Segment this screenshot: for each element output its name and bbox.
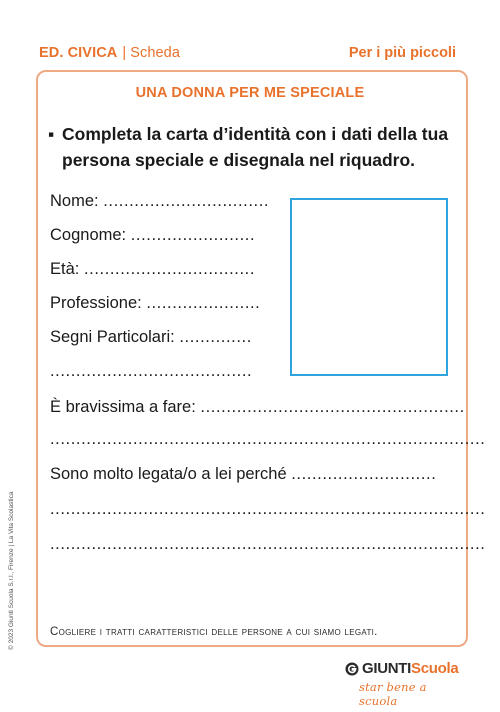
instruction: [48, 121, 462, 173]
bullet-icon: ▪: [48, 124, 55, 144]
logo-brand-b: Scuola: [411, 660, 459, 677]
field-label: Professione:: [50, 294, 142, 312]
field-legata[interactable]: [50, 465, 436, 484]
audience-label: Per i più piccoli: [348, 45, 456, 61]
field-legata-continued-1[interactable]: [50, 500, 485, 519]
field-bravissima-continued[interactable]: [50, 430, 485, 449]
field-label: Nome:: [50, 192, 99, 210]
field-dots: .......................................: [50, 362, 253, 380]
field-segni-particolari-continued[interactable]: [50, 362, 252, 381]
giunti-logo-icon: [345, 662, 359, 676]
giunti-scuola-logo: [345, 660, 465, 708]
logo-wordmark: [362, 660, 458, 677]
header-separator: |: [122, 45, 127, 61]
field-dots: ....................................................................................: [50, 535, 486, 553]
field-legata-continued-2[interactable]: [50, 535, 485, 554]
subject-label: ED. CIVICA: [39, 45, 118, 61]
header-subject: [39, 45, 180, 61]
field-dots: ....................................................................................: [50, 430, 486, 448]
field-dots: ................................: [103, 192, 270, 210]
field-dots: ......................: [146, 294, 261, 312]
field-dots: ....................................................................................: [50, 500, 486, 518]
field-bravissima[interactable]: [50, 398, 465, 417]
field-cognome[interactable]: [50, 226, 255, 245]
field-label: Età:: [50, 260, 80, 278]
logo-brand-a: GIUNTI: [362, 660, 412, 677]
field-eta[interactable]: [50, 260, 255, 279]
field-dots: .................................: [83, 260, 256, 278]
copyright-notice: © 2023 Giunti Scuola S.r.l., Firenze | La Vita Scolastica: [8, 491, 15, 650]
logo-tagline: star bene a scuola: [359, 680, 427, 708]
field-label: Segni Particolari:: [50, 328, 175, 346]
field-dots: ..............: [179, 328, 252, 346]
field-dots: ...................................................: [200, 398, 465, 416]
field-dots: ............................: [291, 465, 437, 483]
field-label: Sono molto legata/o a lei perché: [50, 465, 287, 483]
field-professione[interactable]: [50, 294, 260, 313]
worksheet-title: UNA DONNA PER ME SPECIALE: [135, 85, 365, 101]
field-label: Cognome:: [50, 226, 127, 244]
field-label: È bravissima a fare:: [50, 398, 196, 416]
drawing-box[interactable]: [290, 198, 448, 376]
field-dots: ........................: [130, 226, 256, 244]
sheet-label: Scheda: [130, 45, 180, 61]
field-segni-particolari[interactable]: [50, 328, 252, 347]
field-nome[interactable]: [50, 192, 269, 211]
instruction-text: Completa la carta d’identità con i dati della tua persona speciale e disegnala nel riquadro.: [62, 124, 449, 170]
footer-note: Cogliere i tratti caratteristici delle persone a cui siamo legati.: [50, 626, 378, 638]
